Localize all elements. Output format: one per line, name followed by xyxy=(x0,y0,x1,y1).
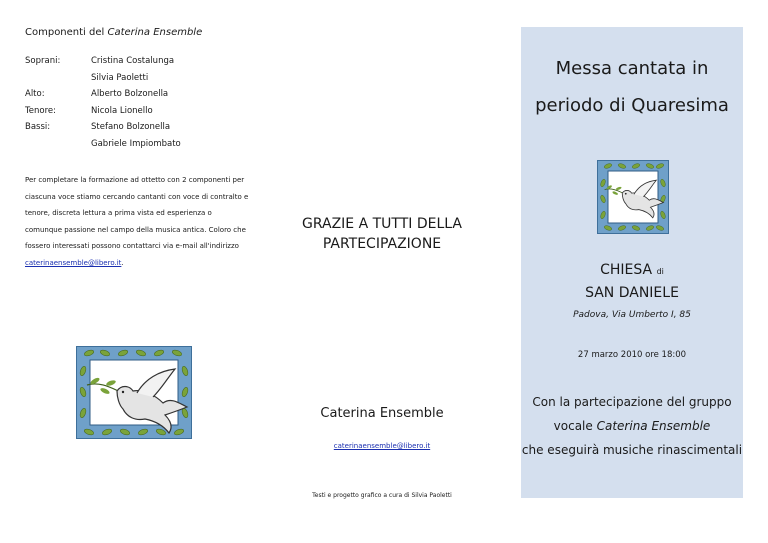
member-name: Stefano Bolzonella xyxy=(91,122,171,132)
event-title-line-1: Messa cantata in xyxy=(555,58,709,79)
event-title xyxy=(521,50,743,124)
church-line xyxy=(521,262,743,278)
contact-email-link[interactable]: caterinaensemble@libero.it xyxy=(25,258,122,267)
thanks-message xyxy=(272,214,492,254)
member-name: Cristina Costalunga xyxy=(91,56,175,66)
church-address: Padova, Via Umberto I, 85 xyxy=(573,310,691,320)
members-title xyxy=(25,27,202,38)
member-role: Bassi: xyxy=(25,122,51,132)
member-name: Gabriele Impiombato xyxy=(91,139,181,149)
ensemble-email-link[interactable]: caterinaensemble@libero.it xyxy=(333,442,431,450)
credits: Testi e progetto grafico a cura di Silvia Paoletti xyxy=(312,492,452,499)
participation-line-3: che eseguirà musiche rinascimentali xyxy=(521,443,743,457)
recruitment-text: Per completare la formazione ad ottetto con 2 componenti per ciascuna voce stiamo cercando cantanti con voce di contralto e tenore, discreta lettura a prima vista ed esperienza o comunque passione nel campo della musica antica. xyxy=(25,176,249,234)
member-role: Alto: xyxy=(25,89,45,99)
dove-icon xyxy=(600,179,668,219)
member-name: Silvia Paoletti xyxy=(91,73,149,83)
thanks-line-2: PARTECIPAZIONE xyxy=(322,236,442,252)
member-role: Tenore: xyxy=(25,106,56,116)
members-title-ensemble: Caterina Ensemble xyxy=(107,27,203,38)
member-role: Soprani: xyxy=(25,56,61,66)
participation-line-2 xyxy=(521,414,743,438)
dove-image-right xyxy=(597,160,669,234)
recruitment-notice xyxy=(25,172,250,272)
participation-text xyxy=(521,390,743,462)
member-name: Nicola Lionello xyxy=(91,106,153,116)
member-name: Alberto Bolzonella xyxy=(91,89,169,99)
thanks-line-1: GRAZIE A TUTTI DELLA xyxy=(302,216,462,232)
event-datetime: 27 marzo 2010 ore 18:00 xyxy=(577,350,687,360)
contact-suffix: . xyxy=(121,258,124,267)
contact-text: Coloro che fossero interessati possono contattarci via e-mail all'indirizzo xyxy=(25,225,246,251)
participation-line-2-prefix: vocale xyxy=(553,419,593,433)
church-name: SAN DANIELE xyxy=(585,285,679,301)
dove-image-left xyxy=(76,346,192,439)
participation-ensemble: Caterina Ensemble xyxy=(596,419,711,433)
event-title-line-2: periodo di Quaresima xyxy=(535,95,729,116)
church-di: di xyxy=(656,267,664,276)
dove-icon xyxy=(83,367,191,435)
ensemble-name: Caterina Ensemble xyxy=(320,406,444,421)
members-title-prefix: Componenti del xyxy=(25,27,105,38)
church-word: CHIESA xyxy=(600,262,653,278)
participation-line-1: Con la partecipazione del gruppo xyxy=(532,395,732,409)
